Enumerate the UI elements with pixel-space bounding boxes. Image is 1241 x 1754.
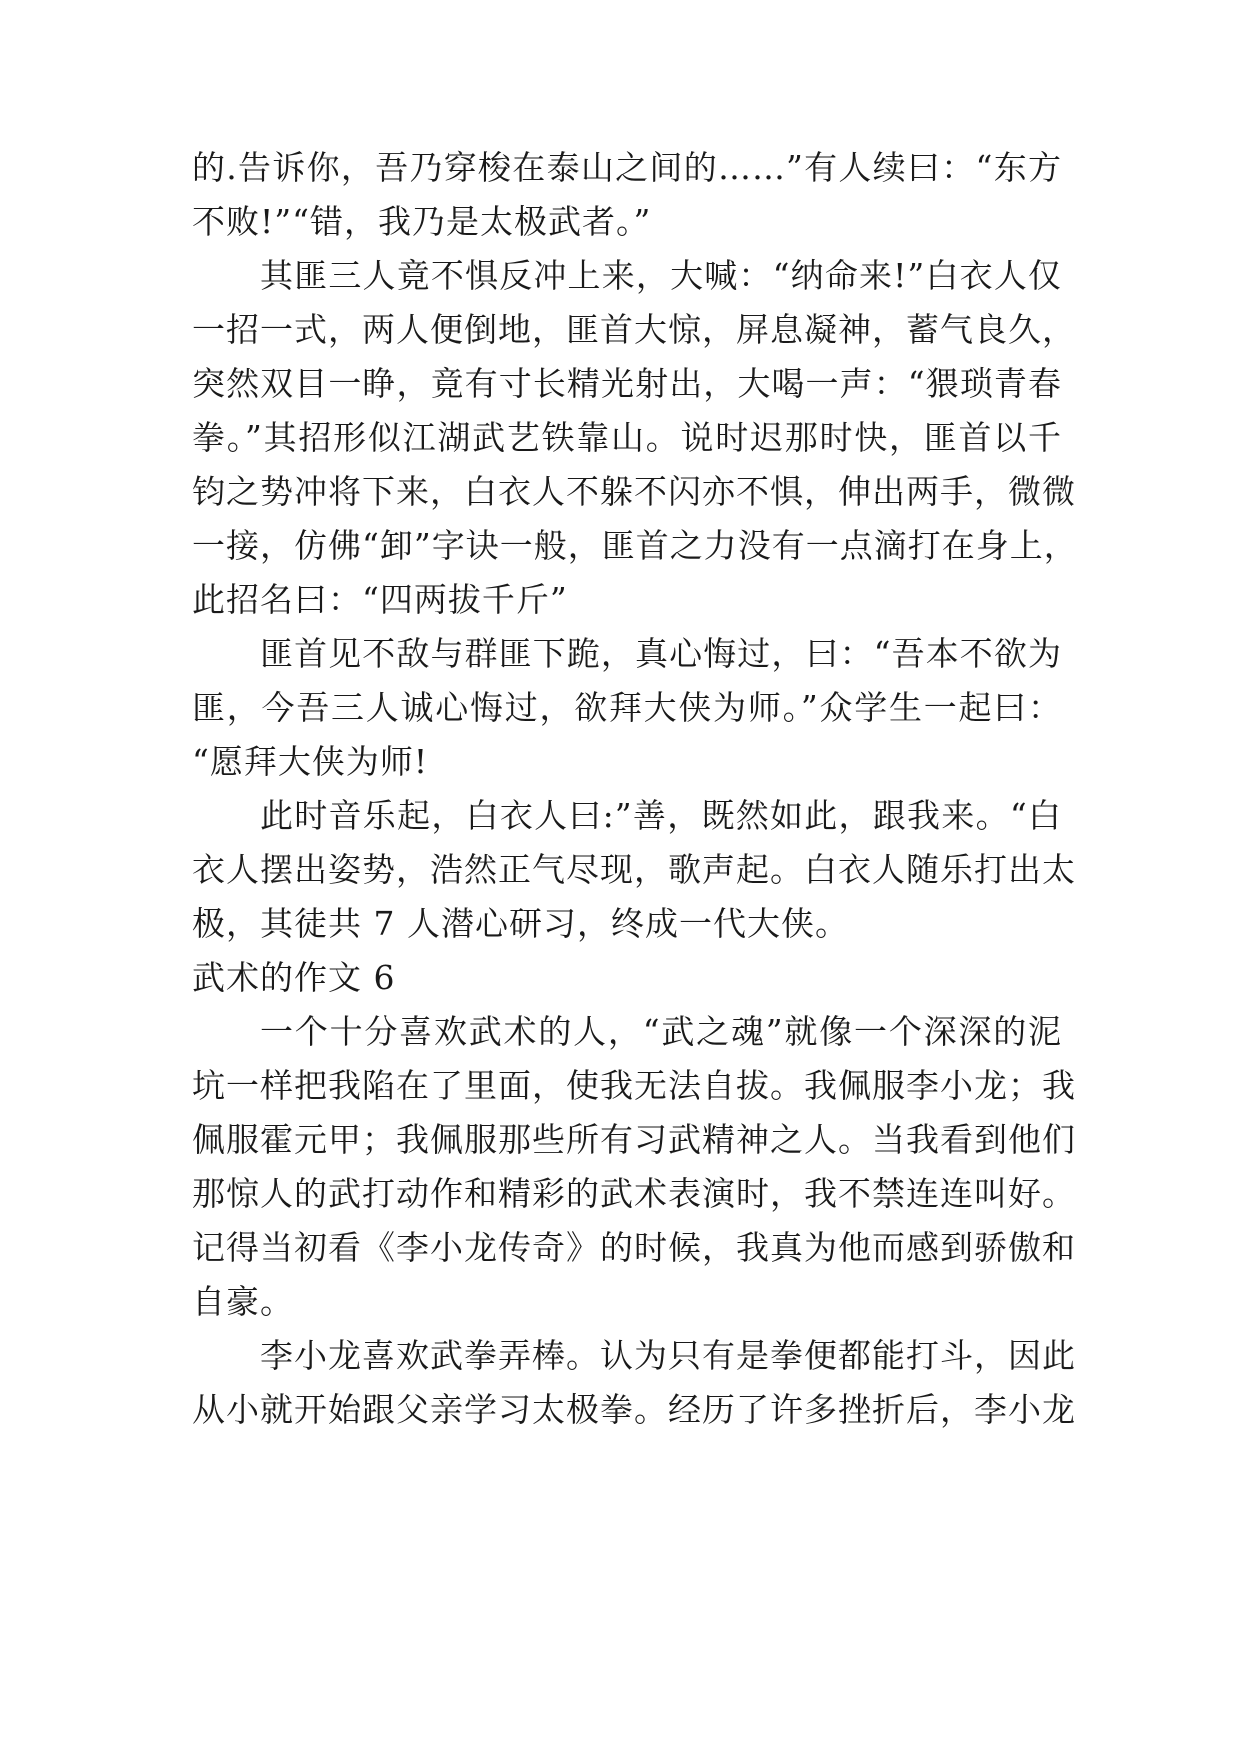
section-heading: 武术的作文 6 xyxy=(192,958,396,997)
text-line: 突然双目一睁，竟有寸长精光射出，大喝一声：“猥琐青春 xyxy=(192,364,1062,403)
text-line: 那惊人的武打动作和精彩的武术表演时，我不禁连连叫好。 xyxy=(192,1174,1076,1213)
text-line: 一招一式，两人便倒地，匪首大惊，屏息凝神，蓄气良久， xyxy=(192,310,1076,349)
text-line: 坑一样把我陷在了里面，使我无法自拔。我佩服李小龙；我 xyxy=(192,1066,1076,1105)
paragraph-first-line: 其匪三人竟不惧反冲上来，大喊：“纳命来!”白衣人仅 xyxy=(260,256,1062,295)
text-line: 极，其徒共 7 人潜心研习，终成一代大侠。 xyxy=(192,904,849,943)
text-line: 自豪。 xyxy=(192,1282,294,1321)
text-line: “愿拜大侠为师! xyxy=(192,742,429,781)
text-line: 此招名曰：“四两拔千斤” xyxy=(192,580,568,619)
text-line: 衣人摆出姿势，浩然正气尽现，歌声起。白衣人随乐打出太 xyxy=(192,850,1076,889)
text-line: 从小就开始跟父亲学习太极拳。经历了许多挫折后，李小龙 xyxy=(192,1390,1076,1429)
text-line: 的.告诉你，吾乃穿梭在泰山之间的……”有人续曰：“东方 xyxy=(192,148,1062,187)
text-line: 钧之势冲将下来，白衣人不躲不闪亦不惧，伸出两手，微微 xyxy=(192,472,1076,511)
paragraph-first-line: 一个十分喜欢武术的人，“武之魂”就像一个深深的泥 xyxy=(260,1012,1062,1051)
paragraph-first-line: 李小龙喜欢武拳弄棒。认为只有是拳便都能打斗，因此 xyxy=(260,1336,1076,1375)
text-line: 匪，今吾三人诚心悔过，欲拜大侠为师。”众学生一起曰： xyxy=(192,688,1062,727)
text-line: 一接，仿佛“卸”字诀一般，匪首之力没有一点滴打在身上， xyxy=(192,526,1078,565)
paragraph-first-line: 匪首见不敌与群匪下跪，真心悔过，曰：“吾本不欲为 xyxy=(260,634,1062,673)
text-line: 不败!”“错，我乃是太极武者。” xyxy=(192,202,652,241)
text-line: 拳。”其招形似江湖武艺铁靠山。说时迟那时快，匪首以千 xyxy=(192,418,1062,457)
text-line: 记得当初看《李小龙传奇》的时候，我真为他而感到骄傲和 xyxy=(192,1228,1076,1267)
paragraph-first-line: 此时音乐起，白衣人曰:”善，既然如此，跟我来。“白 xyxy=(260,796,1062,835)
text-line: 佩服霍元甲；我佩服那些所有习武精神之人。当我看到他们 xyxy=(192,1120,1076,1159)
